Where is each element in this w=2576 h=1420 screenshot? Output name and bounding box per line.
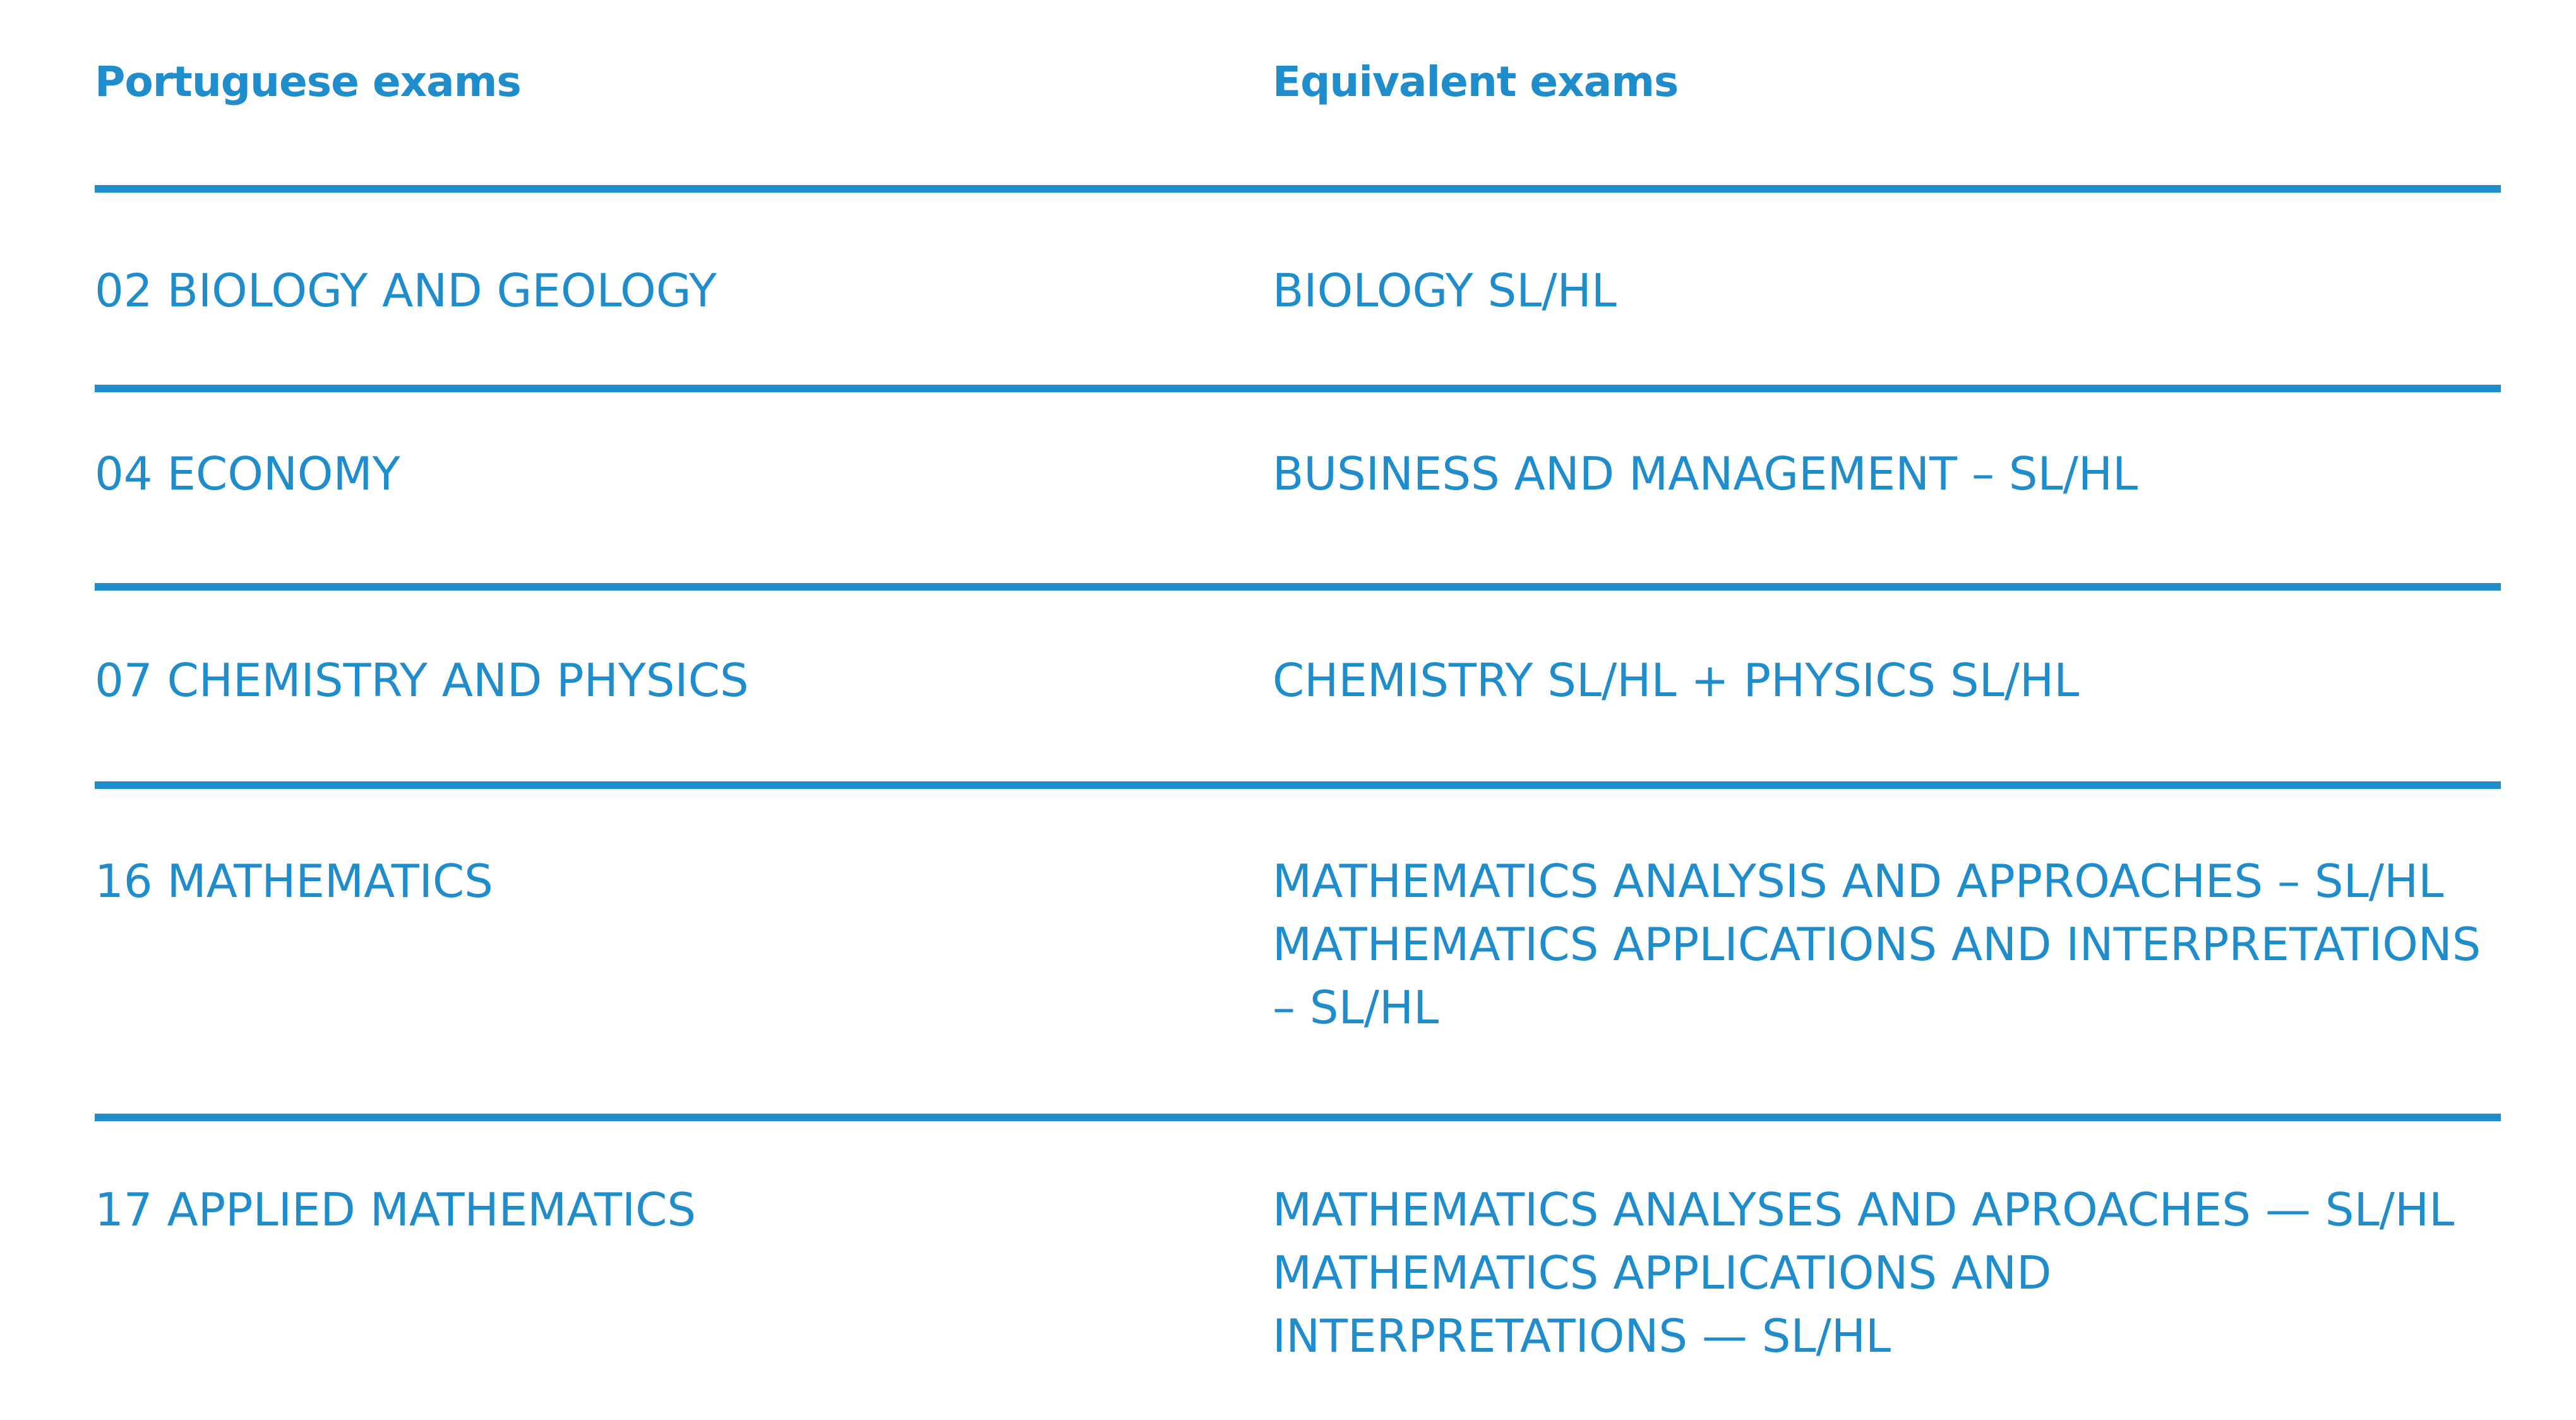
portuguese-exam-mathematics: 16 MATHEMATICS (95, 855, 493, 908)
equivalent-line: BIOLOGY SL/HL (1273, 264, 1617, 317)
equivalent-line: INTERPRETATIONS — SL/HL (1273, 1309, 1891, 1363)
header-portuguese-exams: Portuguese exams (95, 57, 521, 106)
equivalent-line: BUSINESS AND MANAGEMENT – SL/HL (1273, 447, 2138, 500)
row-divider (95, 781, 2501, 789)
portuguese-exam-economy: 04 ECONOMY (95, 447, 400, 500)
equivalent-exam-chemistry-physics (1273, 649, 2079, 712)
row-divider (95, 1114, 2501, 1121)
portuguese-exam-applied-mathematics: 17 APPLIED MATHEMATICS (95, 1183, 697, 1236)
portuguese-exam-biology-geology: 02 BIOLOGY AND GEOLOGY (95, 264, 717, 317)
portuguese-exam-chemistry-physics: 07 CHEMISTRY AND PHYSICS (95, 654, 749, 707)
equivalent-line: MATHEMATICS ANALYSES AND APROACHES — SL/HL (1273, 1183, 2455, 1236)
equivalent-exam-biology (1273, 259, 1617, 322)
row-divider (95, 385, 2501, 392)
equivalent-line: MATHEMATICS APPLICATIONS AND INTERPRETATIONS (1273, 918, 2481, 971)
header-equivalent-exams: Equivalent exams (1273, 57, 1679, 106)
equivalent-exam-mathematics (1273, 850, 2481, 1039)
equivalent-line: CHEMISTRY SL/HL + PHYSICS SL/HL (1273, 654, 2080, 707)
equivalent-exam-business (1273, 442, 2138, 505)
equivalent-line: – SL/HL (1273, 981, 1439, 1034)
equivalent-exam-applied-mathematics (1273, 1178, 2454, 1368)
equivalent-line: MATHEMATICS ANALYSIS AND APPROACHES – SL/HL (1273, 855, 2444, 908)
row-divider (95, 583, 2501, 591)
header-divider (95, 185, 2501, 193)
equivalent-line: MATHEMATICS APPLICATIONS AND (1273, 1246, 2052, 1299)
